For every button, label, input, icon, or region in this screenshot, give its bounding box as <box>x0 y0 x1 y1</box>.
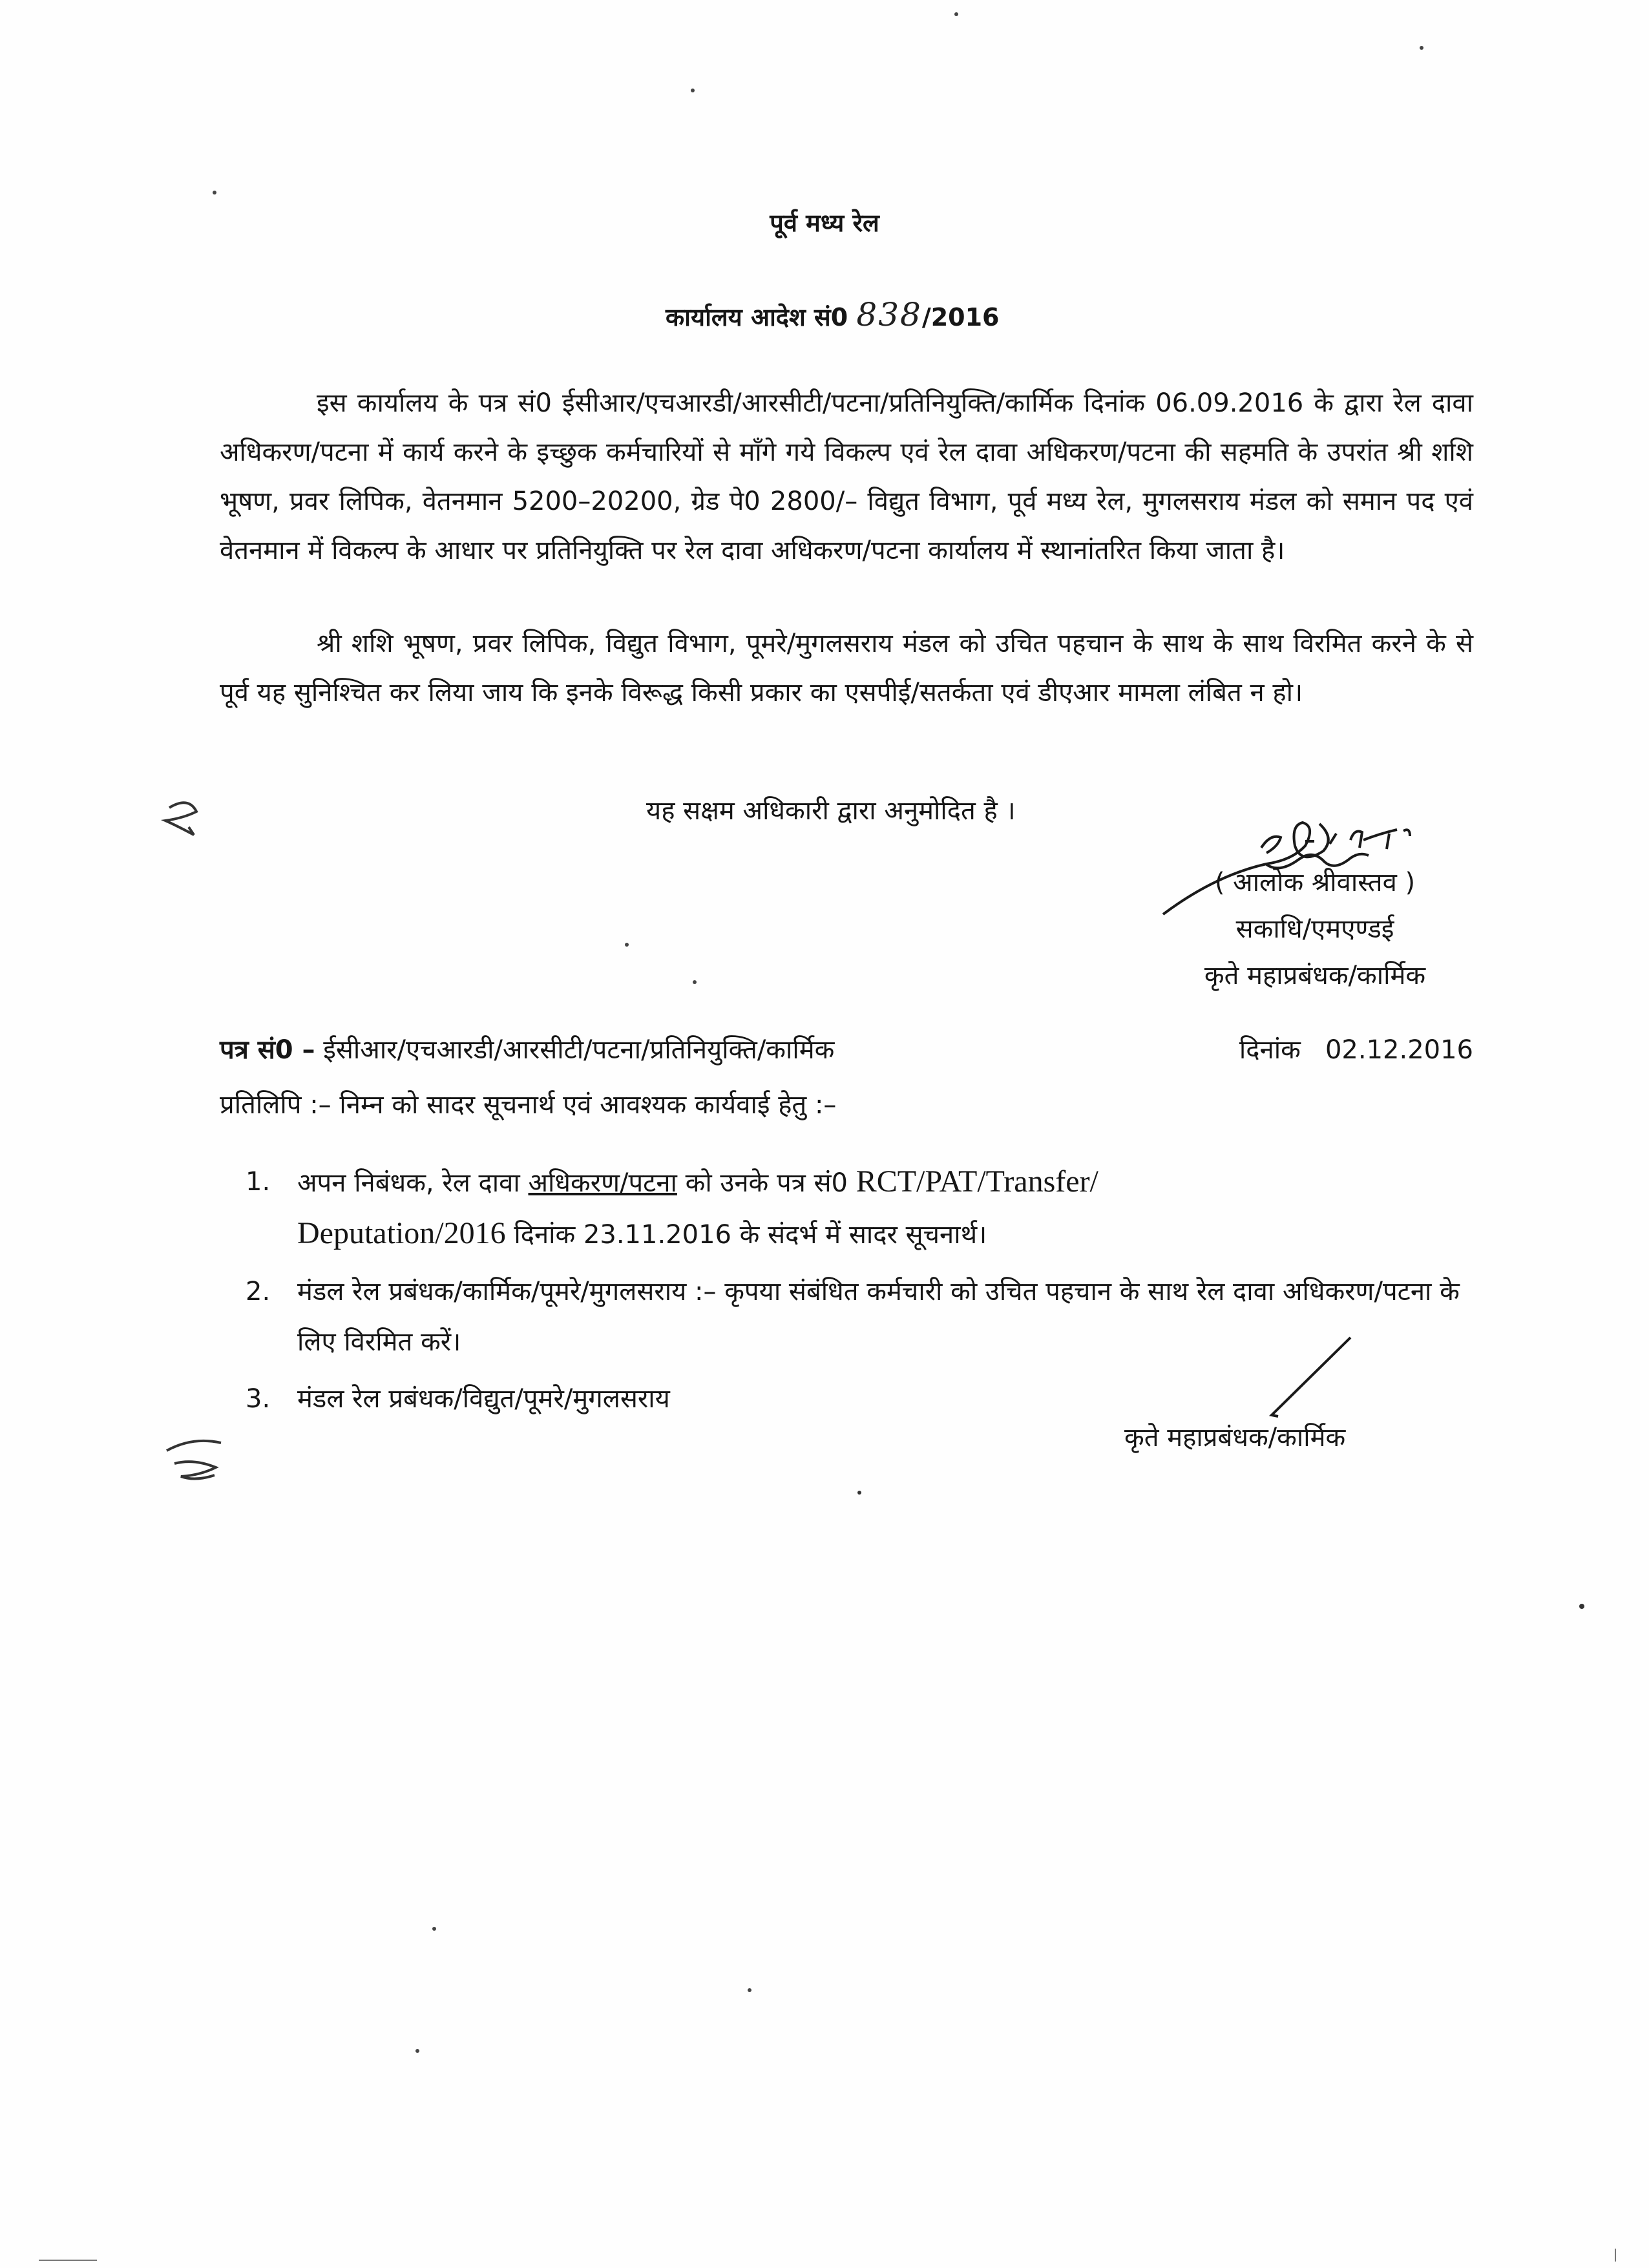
approval-note: यह सक्षम अधिकारी द्वारा अनुमोदित है । <box>646 796 1016 826</box>
order-suffix: /2016 <box>921 303 1000 331</box>
item-3-text: मंडल रेल प्रबंधक/विद्युत/पूमरे/मुगलसराय <box>297 1384 670 1414</box>
item-1-underlined: अधिकरण/पटना <box>528 1168 677 1198</box>
signature-block <box>1163 859 1467 999</box>
copy-to-list <box>246 1157 1473 1431</box>
speck <box>213 191 216 194</box>
reference-line <box>220 1031 1473 1066</box>
list-item <box>246 1266 1473 1367</box>
margin-tick-mark <box>167 1441 221 1479</box>
list-item <box>246 1157 1473 1260</box>
item-1-latin-ref-2: Deputation/2016 <box>297 1216 506 1250</box>
reference-label: पत्र सं0 – <box>220 1035 315 1065</box>
speck <box>1420 46 1423 50</box>
date-value: 02.12.2016 <box>1325 1035 1473 1065</box>
speck <box>954 12 958 16</box>
speck <box>415 2049 419 2053</box>
list-item-number: 3. <box>246 1384 271 1414</box>
signatory-for: कृते महाप्रबंधक/कार्मिक <box>1204 961 1426 991</box>
paragraph-1-text: इस कार्यालय के पत्र सं0 ईसीआर/एचआरडी/आरसीटी/पटना/प्रतिनियुक्ति/कार्मिक दिनांक 06.09.2016 के द्वारा रेल दावा अधिकरण/पटना में कार्य करने के इच्छुक कर्मचारियों से माँगे गये विकल्प एवं रेल दावा अधिकरण/पटना की सहमति के उपरांत श्री शशि भूषण, प्रवर लिपिक, वेतनमान 5200–20200, ग्रेड पे0 2800/– विद्युत विभाग, पूर्व मध्य रेल, मुगलसराय मंडल को समान पद एवं वेतनमान में विकल्प के आधार पर प्रतिनियुक्ति पर रेल दावा अधिकरण/पटना कार्यालय में स्थानांतरित किया जाता है। <box>220 388 1473 565</box>
item-1-part-b: को उनके पत्र सं0 <box>685 1168 848 1198</box>
speck <box>432 1927 436 1931</box>
list-item-number: 2. <box>246 1277 271 1307</box>
closing-signatory-for: कृते महाप्रबंधक/कार्मिक <box>1124 1423 1346 1453</box>
speck <box>857 1491 861 1495</box>
organization-title: पूर्व मध्य रेल <box>770 209 879 237</box>
order-prefix: कार्यालय आदेश सं0 <box>666 303 848 331</box>
item-1-part-c: दिनांक 23.11.2016 के संदर्भ में सादर सूचनार्थ। <box>514 1220 987 1250</box>
list-item <box>246 1374 1473 1424</box>
reference-date <box>1239 1031 1473 1066</box>
item-1-latin-ref-1: RCT/PAT/Transfer/ <box>856 1164 1098 1199</box>
margin-tick-mark <box>165 803 196 835</box>
date-label: दिनांक <box>1239 1035 1301 1065</box>
item-1-part-a: अपन निबंधक, रेल दावा <box>297 1168 520 1198</box>
speck <box>691 89 695 92</box>
handwritten-order-number: 838 <box>856 296 922 333</box>
speck <box>1579 1604 1584 1609</box>
speck <box>625 943 629 947</box>
list-item-number: 1. <box>246 1167 271 1197</box>
speck <box>748 1988 751 1992</box>
signatory-name: ( आलोक श्रीवास्तव ) <box>1214 868 1416 898</box>
reference-number: ईसीआर/एचआरडी/आरसीटी/पटना/प्रतिनियुक्ति/कार्मिक <box>323 1035 835 1065</box>
signatory-designation: सकाधि/एमएण्डई <box>1235 914 1394 944</box>
paragraph-2-text: श्री शशि भूषण, प्रवर लिपिक, विद्युत विभाग, पूमरे/मुगलसराय मंडल को उचित पहचान के साथ के साथ विरमित करने के से पूर्व यह सुनिश्चित कर लिया जाय कि इनके विरूद्ध किसी प्रकार का एसपीई/सतर्कता एवं डीएआर मामला लंबित न हो। <box>220 629 1473 708</box>
item-2-text: मंडल रेल प्रबंधक/कार्मिक/पूमरे/मुगलसराय :– कृपया संबंधित कर्मचारी को उचित पहचान के साथ रेल दावा अधिकरण/पटना के लिए विरमित करें। <box>297 1277 1460 1357</box>
speck <box>693 980 697 984</box>
copy-to-heading: प्रतिलिपि :– निम्न को सादर सूचनार्थ एवं आवश्यक कार्यवाई हेतु :– <box>220 1090 837 1120</box>
